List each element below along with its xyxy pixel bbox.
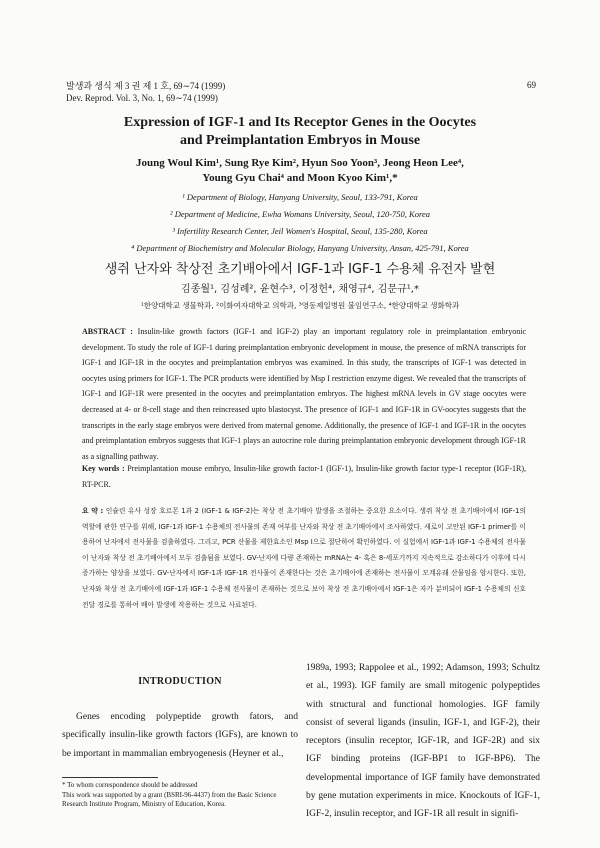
affiliation-2: ² Department of Medicine, Ewha Womans University, Seoul, 120-750, Korea [170, 209, 430, 219]
correspondence-note: * To whom correspondence should be addressed [62, 781, 198, 789]
korean-title: 생쥐 난자와 착상전 초기배아에서 IGF-1과 IGF-1 수용체 유전자 발현 [104, 262, 496, 277]
korean-abstract [82, 504, 526, 613]
keywords-label: Key words : [82, 464, 125, 473]
grant-note: This work was supported by a grant (BSRI-96-4437) from the Basic Science Research Institute Program, Ministry of Education, Korea. [62, 790, 277, 808]
affiliation-1: ¹ Department of Biology, Hanyang University, Seoul, 133-791, Korea [182, 192, 418, 202]
korean-citation: 발생과 생식 제 3 권 제 1 호, 69∼74 (1999) [66, 81, 226, 91]
authors-line-2: Young Gyu Chai⁴ and Moon Kyoo Kim¹,* [202, 172, 398, 184]
abstract-text: Insulin-like growth factors (IGF-1 and IGF-2) play an important regulatory role in preimplantation embryonic development. To study the role of IGF-1 during preimplantation embryonic development in mouse, the presence of mRNA transcripts for IGF-1 and IGF-1R in the oocytes and preimplantation embryos was examined. In this study, the transcripts of IGF-1 was detected in oocytes using primers for IGF-1. The PCR products were identified by Msp I restriction enzyme digest. We revealed that the transcripts of IGF-1 and IGF-1R were presented in the oocytes and preimplantation embryos. The highest mRNA levels in GV stage oocytes were decreased at 4- or 8-cell stage and then reincreased upto blastocyst. The presence of IGF-1 and IGF-1R in GV-oocytes suggests that the transcripts in the early stage embryos were derived from maternal genome. Additionally, the presence of IGF-1 and IGF-1R in the oocytes and preimplantation embryos suggests that IGF-1 plays an autocrine role during preimplantation embryonic development through IGF-1R as a signalling pathway. [82, 327, 526, 461]
korean-abstract-text: 인슐린 유사 성장 호르몬 1과 2 (IGF-1 & IGF-2)는 착상 전 초기배아 발생을 조절하는 중요한 요소이다. 생쥐 착상 전 초기배아에서 IGF-1의 역할에 관한 연구를 위해, IGF-1과 IGF-1 수용체의 전사물의 존재 여부를 난자와 착상 전 초기배아에서 조사하였다. 새로이 고안된 IGF-1 primer를 이용하여 난자에서 전사물을 검출하였다. 그리고, PCR 산물을 제한효소인 Msp I으로 절단하여 확인하였다. 이 실험에서 IGF-1과 IGF-1 수용체의 전사물이 난자와 착상 전 초기배아에서 모두 검출됨을 보였다. GV-난자에 다량 존재하는 mRNA는 4- 혹은 8-세포기까지 지속적으로 감소하다가 이후에 다시 증가하는 양상을 보였다. GV-난자에서 IGF-1과 IGF-1R 전사물이 존재한다는 것은 초기배아에 존재하는 전사물이 모계유래 산물임을 암시한다. 또한, 난자와 착상 전 초기배아에 IGF-1과 IGF-1 수용체 전사물이 존재하는 것으로 보아 착상 전 초기배아에서 IGF-1은 자가 분비되어 IGF-1 수용체의 신호전달 경로를 통하여 배아 발생에 작용하는 것으로 사료된다. [82, 507, 526, 609]
keywords [82, 461, 526, 492]
affiliations [60, 189, 540, 257]
affiliation-3: ³ Infertility Research Center, Jeil Women's Hospital, Seoul, 135-280, Korea [172, 226, 428, 236]
footnote-rule [62, 777, 158, 778]
korean-authors: 김종월¹, 김성례², 윤현수³, 이정헌⁴, 채영규⁴, 김문규¹,* [181, 284, 419, 295]
page-number: 69 [527, 80, 536, 90]
introduction-paragraph-left: Genes encoding polypeptide growth fators, and specifically insulin-like growth factors (IGFs), are known to be important in mammalian embryogenesis (Heyner et al., [62, 712, 298, 759]
authors-line-1: Joung Woul Kim¹, Sung Rye Kim², Hyun Soo Yoon³, Jeong Heon Lee⁴, [136, 157, 464, 169]
english-citation: Dev. Reprod. Vol. 3, No. 1, 69∼74 (1999) [66, 93, 218, 103]
introduction-paragraph-right: 1989a, 1993; Rappolee et al., 1992; Adamson, 1993; Schultz et al., 1993). IGF family are small mitogenic polypeptides with structural and functional homologies. IGF family consist of several ligands (insulin, IGF-1, and IGF-2), their receptors (insulin receptor, IGF-1R, and IGF-2R) and six IGF binding proteins (IGF-BP1 to IGF-BP6). The developmental importance of IGF family have demonstrated by gene mutation experiments in mice. Knockouts of IGF-1, IGF-2, insulin receptor, and IGF-1R all result in signifi- [306, 663, 540, 820]
keywords-text: Preimplantation mouse embryo, Insulin-like growth factor-1 (IGF-1), Insulin-like growth factor type-1 receptor (IGF-1R), RT-PCR. [82, 464, 526, 489]
author-list [60, 156, 540, 186]
abstract-label: ABSTRACT : [82, 327, 133, 336]
paper-title [60, 114, 540, 150]
footnotes [62, 781, 298, 810]
journal-citation [66, 80, 225, 104]
abstract [82, 324, 526, 464]
affiliation-4: ⁴ Department of Biochemistry and Molecular Biology, Hanyang University, Ansan, 425-791, Korea [131, 243, 469, 253]
introduction-heading: INTRODUCTION [138, 676, 222, 687]
title-line-1: Expression of IGF-1 and Its Receptor Genes in the Oocytes [123, 115, 477, 130]
title-line-2: and Preimplantation Embryos in Mouse [179, 133, 421, 148]
korean-abstract-label: 요 약 : [82, 507, 104, 515]
korean-affiliations: ¹한양대학교 생물학과, ²이화여자대학교 의학과, ³영동제일병원 불임연구소, ⁴한양대학교 생화학과 [140, 301, 460, 310]
